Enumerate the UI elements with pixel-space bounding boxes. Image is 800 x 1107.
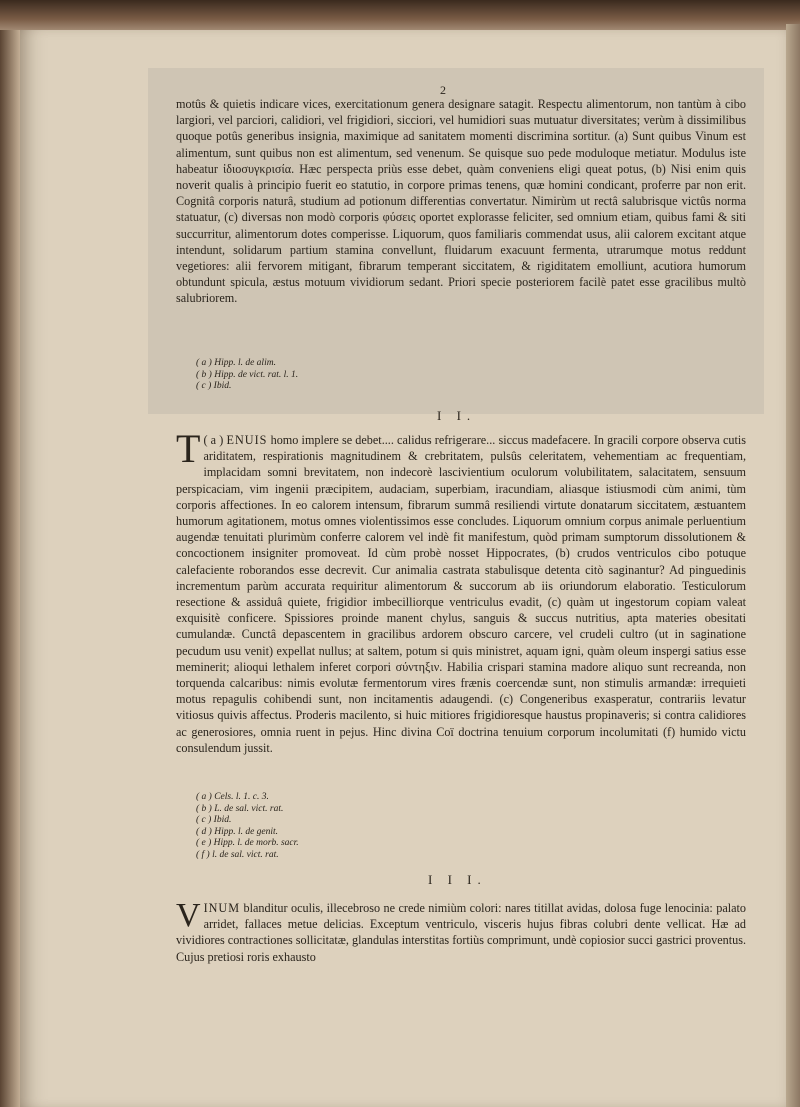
section-2-footnotes (196, 792, 299, 862)
section-2-paragraph (176, 426, 747, 756)
footnote: ( b ) L. de sal. vict. rat. (196, 803, 284, 814)
footnote: ( f ) l. de sal. vict. rat. (196, 849, 279, 860)
section-1-paragraph: motûs & quietis indicare vices, exercitationum genera designare satagit. Respectu alimentorum, non tantùm à cibo largiori, vel parciori, calidiori, vel frigidiori, sicciori, vel humidiori suas mutuatur diversitates; verùm à dissimilibus quoque potûs generibus insignia, maximique ad sanitatem momenti discrimina sortitur. (a) Sunt quibus Vinum est alimentum, sunt quibus non est alimentum, sed venenum. Se quisque suo pede moduloque metiatur. Modulus iste habeatur ἰδιοσυγκρισία. Hæc perspecta priùs esse debet, quàm conveniens eligi queat potus, (b) Nisi enim quis noverit qualis à principio fuerit eo statutio, in corpore primas tenens, quæ homini condicant, proferre par non erit. Cognitâ corporis naturâ, studium ad potionum differentias convertatur. Nimirùm ut rectâ salubrisque victûs norma statuatur, (c) diversas non modò corporis φύσεις oportet explorasse feliciter, sed omnium etiam, quibus fami & siti succurritur, alimentorum dotes comperisse. Liquorum, quos familiaris commendat usus, alii calorem excitant atque intendunt, solidarum partium stamina convellunt, fluidarum exacuunt fermenta, utrarumque motus reddunt vegetiores: alii fervorem mitigant, fibrarum temperant siccitatem, & rigiditatem emolliunt, acutiora humorum obtundunt spicula, æstus motuum vividiorum sedant. Priori specie posteriorem facilè patet esse gracilibus multò salubriorem. (176, 97, 746, 306)
page-edge (786, 24, 800, 1107)
page-number: 2 (440, 83, 446, 97)
section-3-text (176, 897, 746, 965)
scan-top-edge (0, 0, 800, 32)
section-1-footnotes (196, 358, 298, 393)
section-2-text (176, 426, 747, 756)
section-2-heading: I I. (437, 408, 477, 423)
section-1-text (176, 96, 746, 307)
section-3-paragraph (176, 897, 746, 965)
footnote-ref: ( a ) (203, 433, 224, 447)
footnote: ( b ) Hipp. de vict. rat. l. 1. (196, 369, 299, 380)
footnote: ( c ) Ibid. (196, 381, 232, 392)
paragraph-body: homo implere se debet.... calidus refrigerare... siccus madefacere. In gracili corpore observa cutis ariditatem, respirationis magnitudinem & crebritatem, pulsûs celeritatem, vehementiam ac frequentiam, implacidam somni brevitatem, non indecorè lascivientium oculorum volubilitatem, salacitatem, sensuum perspicaciam, vim ingenii præcipitem, audaciam, superbiam, iracundiam, aliasque istiusmodi cùm animi, tùm corporis affectiones. In eo calorem intensum, fibrarum summâ resiliendi virtute donatarum siccitatem, æstuantem humorum agitationem, motus omnes violentissimos esse concludes. Liquorum omnium corpus animale perluentium augendæ tenuitati plurimùm conferre calorem vel indè fit manifestum, quòd primam sumptorum dissolutionem & concoctionem insigniter promoveat. Id cùm probè nosset Hippocrates, (b) crudos ventriculos cibo potuque calefaciente roborandos esse decrevit. Cur animalia castrata stabulisque detenta citò saginantur? Ad pinguedinis incrementum parùm accurata requiritur alimentorum & succorum ab iis oriundorum elaboratio. Testiculorum resectione & assiduâ quiete, frigidior imbecilliorque ventriculus evadit, (c) quàm ut ingestorum copiam valeat exquisitè conficere. Spissiores proinde manent chylus, sanguis & succus nutritius, apta materies obesitati cumulandæ. Cunctâ depascentem in gracilibus ardorem obscuro carcere, vel crudeli cultro (ut in saginatione pecudum usu venit) expellat nullus; at saltem, potum si quis ministret, aquam igni, quàm oleum inspergi satius esse meminerit; alioqui lethalem inferet corpori σύντηξιν. Habilia crispari stamina madore aliquo sunt recreanda, non torquenda calcaribus: nimis evolutæ fermentorum vires frænis coercendæ sunt, non stimulis armandæ: irrequieti motus repagulis cohibendi sunt, non incitamentis adaugendi. (c) Congeneribus exasperatur, contrariis levatur vitiosus quivis affectus. Proderis macilento, si huic mitiores frigidioresque haustus propinaveris; si contra calidiores ac generosiores, omnia ruent in pejus. Hinc divina Coï doctrina tenuium corporum incolumitati (f) humido victu consulendum jussit. (176, 433, 747, 755)
footnote: ( c ) Ibid. (196, 815, 232, 826)
footnote: ( a ) Hipp. l. de alim. (196, 358, 276, 368)
first-word: INUM (203, 901, 241, 915)
section-3-heading: I I I. (428, 872, 487, 887)
footnote: ( a ) Cels. l. 1. c. 3. (196, 792, 269, 802)
drop-cap: V (176, 897, 201, 934)
first-word: ENUIS (226, 433, 268, 447)
drop-cap: T (176, 426, 201, 471)
footnote: ( d ) Hipp. l. de genit. (196, 826, 279, 837)
paragraph-body: blanditur oculis, illecebroso ne crede nimiùm colori: nares titillat avidas, dolosa fuge lenocinia: palato arridet, fallaces metue delicias. Exceptum ventriculo, visceris hujus fibras colubri dente vellicat. Hæ ad vividiores contractiones sollicitatæ, glandulas interstitas fortiùs comprimunt, undè copiosior succi gastrici proventus. Cujus pretiosi roris exhausto (176, 901, 746, 964)
footnote: ( e ) Hipp. l. de morb. sacr. (196, 838, 299, 849)
